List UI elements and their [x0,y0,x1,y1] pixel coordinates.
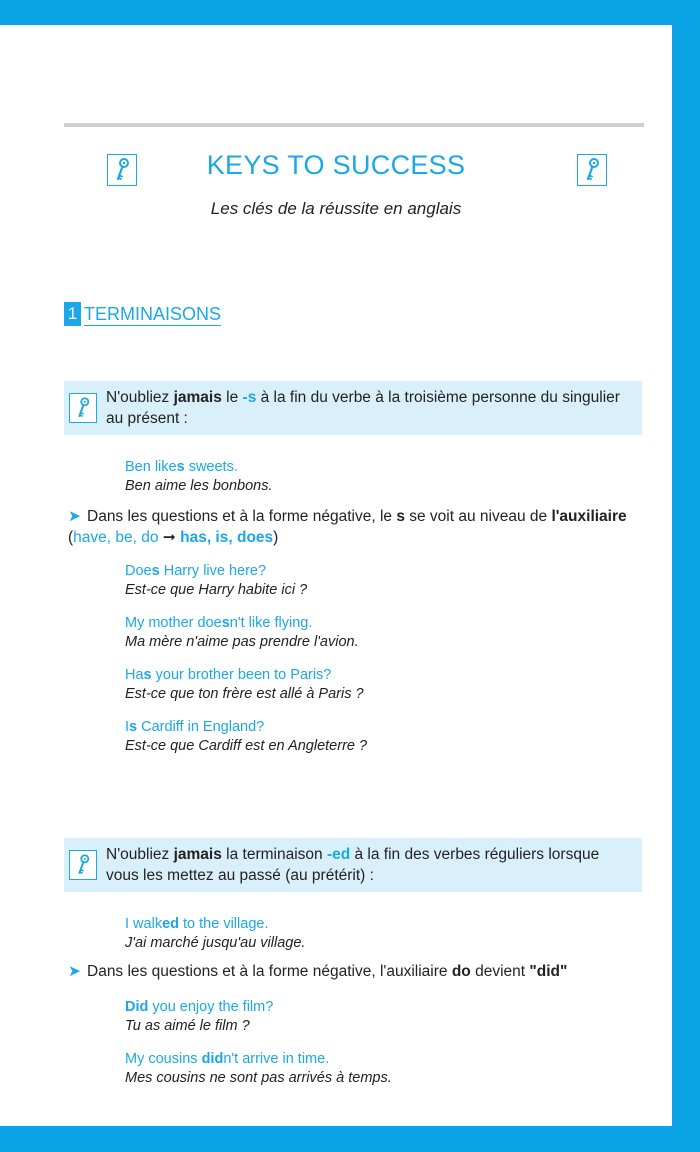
note-text: à la fin du verbe à la troisième personne du singulier au présent : [106,389,620,427]
section-title: TERMINAISONS [84,303,222,324]
note-text: à la fin des verbes réguliers lorsque vous les mettez au passé (au prétérit) : [106,846,600,884]
example-french: Est-ce que Cardiff est en Angleterre ? [125,738,368,754]
key-icon [69,850,97,880]
arrow-icon: ➤ [68,508,81,525]
page [0,25,672,1126]
note-suffix: -ed [326,846,351,863]
example-french: Ben aime les bonbons. [125,478,273,494]
example [125,1050,392,1088]
note-emphasis: jamais [173,846,222,863]
page-subtitle: Les clés de la réussite en anglais [210,199,462,218]
note-text: la terminaison [221,846,327,863]
example [125,998,273,1036]
example-english: My mother doesn't like flying. [125,615,313,631]
example-english: Ben likes sweets. [125,459,238,475]
example-french: Tu as aimé le film ? [125,1018,250,1034]
rule: ➤ Dans les questions et à la forme négative, le s se voit au niveau de l'auxiliaire (have, be, do ➞ has, is, does) [68,508,627,546]
example [125,718,367,756]
note-text: N'oubliez [106,389,174,406]
note-text: le [221,389,243,406]
example-french: Mes cousins ne sont pas arrivés à temps. [125,1070,392,1086]
example-english: My cousins didn't arrive in time. [125,1051,330,1067]
section-number: 1 [64,302,81,326]
example [125,458,273,496]
example-english: Has your brother been to Paris? [125,667,332,683]
note-suffix: -s [242,389,257,406]
top-divider [64,123,644,127]
page-title: KEYS TO SUCCESS [206,150,466,180]
example [125,666,364,704]
example-english: I walked to the village. [125,916,269,932]
example [125,562,307,600]
example [125,915,305,953]
example-french: J'ai marché jusqu'au village. [125,935,306,951]
example [125,614,359,652]
arrow-icon: ➤ [68,963,81,980]
example-english: Is Cardiff in England? [125,719,265,735]
note-box [64,838,642,892]
note-emphasis: jamais [173,389,222,406]
example-french: Est-ce que ton frère est allé à Paris ? [125,686,364,702]
example-french: Est-ce que Harry habite ici ? [125,582,308,598]
example-french: Ma mère n'aime pas prendre l'avion. [125,634,359,650]
example-english: Does Harry live here? [125,563,267,579]
key-icon [69,393,97,423]
note-box [64,381,642,435]
section-heading [64,302,221,326]
rule: ➤ Dans les questions et à la forme négative, l'auxiliaire do devient "did" [68,963,568,980]
note-text: N'oubliez [106,846,174,863]
example-english: Did you enjoy the film? [125,999,274,1015]
